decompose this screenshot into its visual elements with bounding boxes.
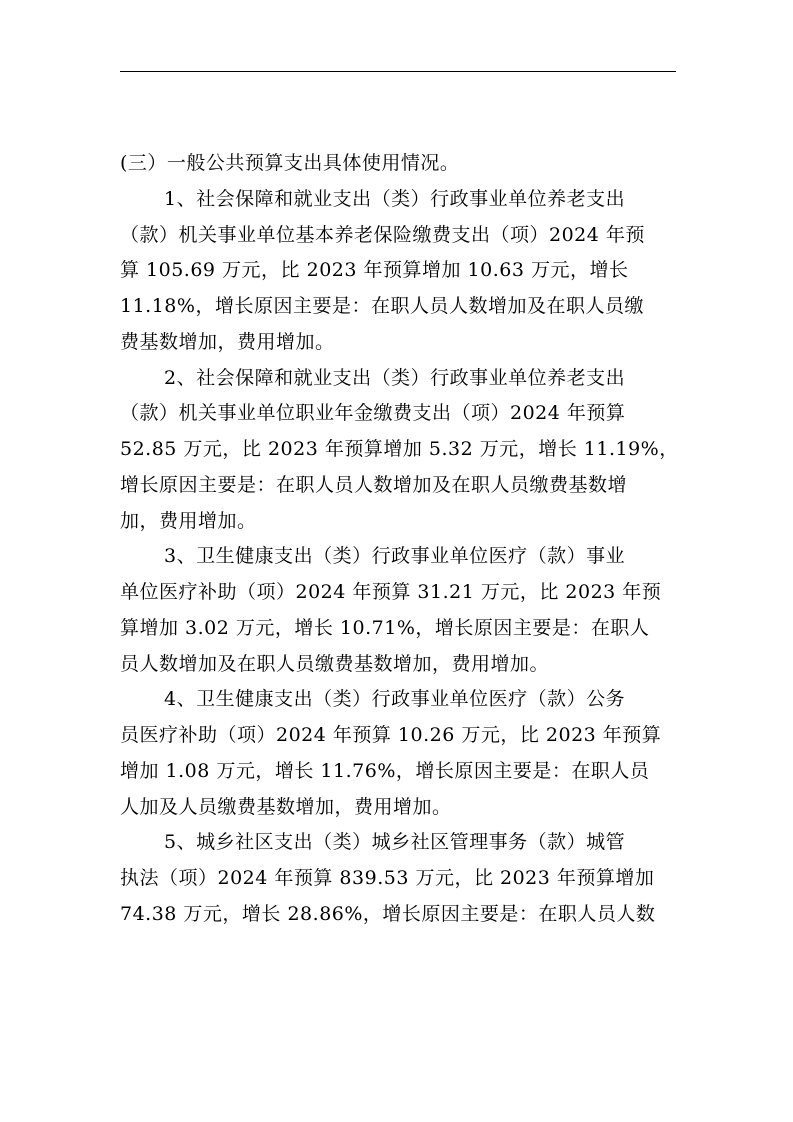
paragraph-2-line-1: 2、社会保障和就业支出（类）行政事业单位养老支出 — [164, 366, 626, 389]
paragraph-1-line-4: 11.18%，增长原因主要是：在职人员人数增加及在职人员缴 — [120, 295, 644, 317]
section-heading: (三）一般公共预算支出具体使用情况。 — [120, 152, 460, 174]
paragraph-2-line-5: 加，费用增加。 — [120, 509, 257, 532]
paragraph-1-line-1: 1、社会保障和就业支出（类）行政事业单位养老支出 — [164, 187, 626, 210]
paragraph-1-line-2: （款）机关事业单位基本养老保险缴费支出（项）2024 年预 — [120, 223, 645, 246]
paragraph-4-line-3: 增加 1.08 万元，增长 11.76%，增长原因主要是：在职人员 — [120, 759, 650, 782]
paragraph-4-line-1: 4、卫生健康支出（类）行政事业单位医疗（款）公务 — [164, 688, 626, 711]
paragraph-3-line-1: 3、卫生健康支出（类）行政事业单位医疗（款）事业 — [164, 545, 626, 568]
paragraph-2-line-3: 52.85 万元，比 2023 年预算增加 5.32 万元，增长 11.19%， — [120, 438, 679, 460]
paragraph-5-line-2: 执法（项）2024 年预算 839.53 万元，比 2023 年预算增加 — [120, 867, 655, 889]
paragraph-3-line-2: 单位医疗补助（项）2024 年预算 31.21 万元，比 2023 年预 — [120, 581, 662, 603]
paragraph-1-line-3: 算 105.69 万元，比 2023 年预算增加 10.63 万元，增长 — [120, 259, 629, 282]
paragraph-4-line-4: 人加及人员缴费基数增加，费用增加。 — [120, 795, 452, 818]
paragraph-5-line-1: 5、城乡社区支出（类）城乡社区管理事务（款）城管 — [164, 831, 626, 854]
paragraph-2-line-2: （款）机关事业单位职业年金缴费支出（项）2024 年预算 — [120, 402, 626, 425]
paragraph-5-line-3: 74.38 万元，增长 28.86%，增长原因主要是：在职人员人数 — [120, 902, 656, 925]
document-body — [120, 146, 679, 933]
paragraph-4-line-2: 员医疗补助（项）2024 年预算 10.26 万元，比 2023 年预算 — [120, 724, 662, 746]
paragraph-1-line-5: 费基数增加，费用增加。 — [120, 330, 335, 353]
header-rule — [120, 71, 676, 72]
paragraph-3-line-3: 算增加 3.02 万元，增长 10.71%，增长原因主要是：在职人 — [120, 616, 650, 639]
paragraph-2-line-4: 增长原因主要是：在职人员人数增加及在职人员缴费基数增 — [120, 473, 628, 496]
paragraph-3-line-4: 员人数增加及在职人员缴费基数增加，费用增加。 — [120, 652, 550, 675]
